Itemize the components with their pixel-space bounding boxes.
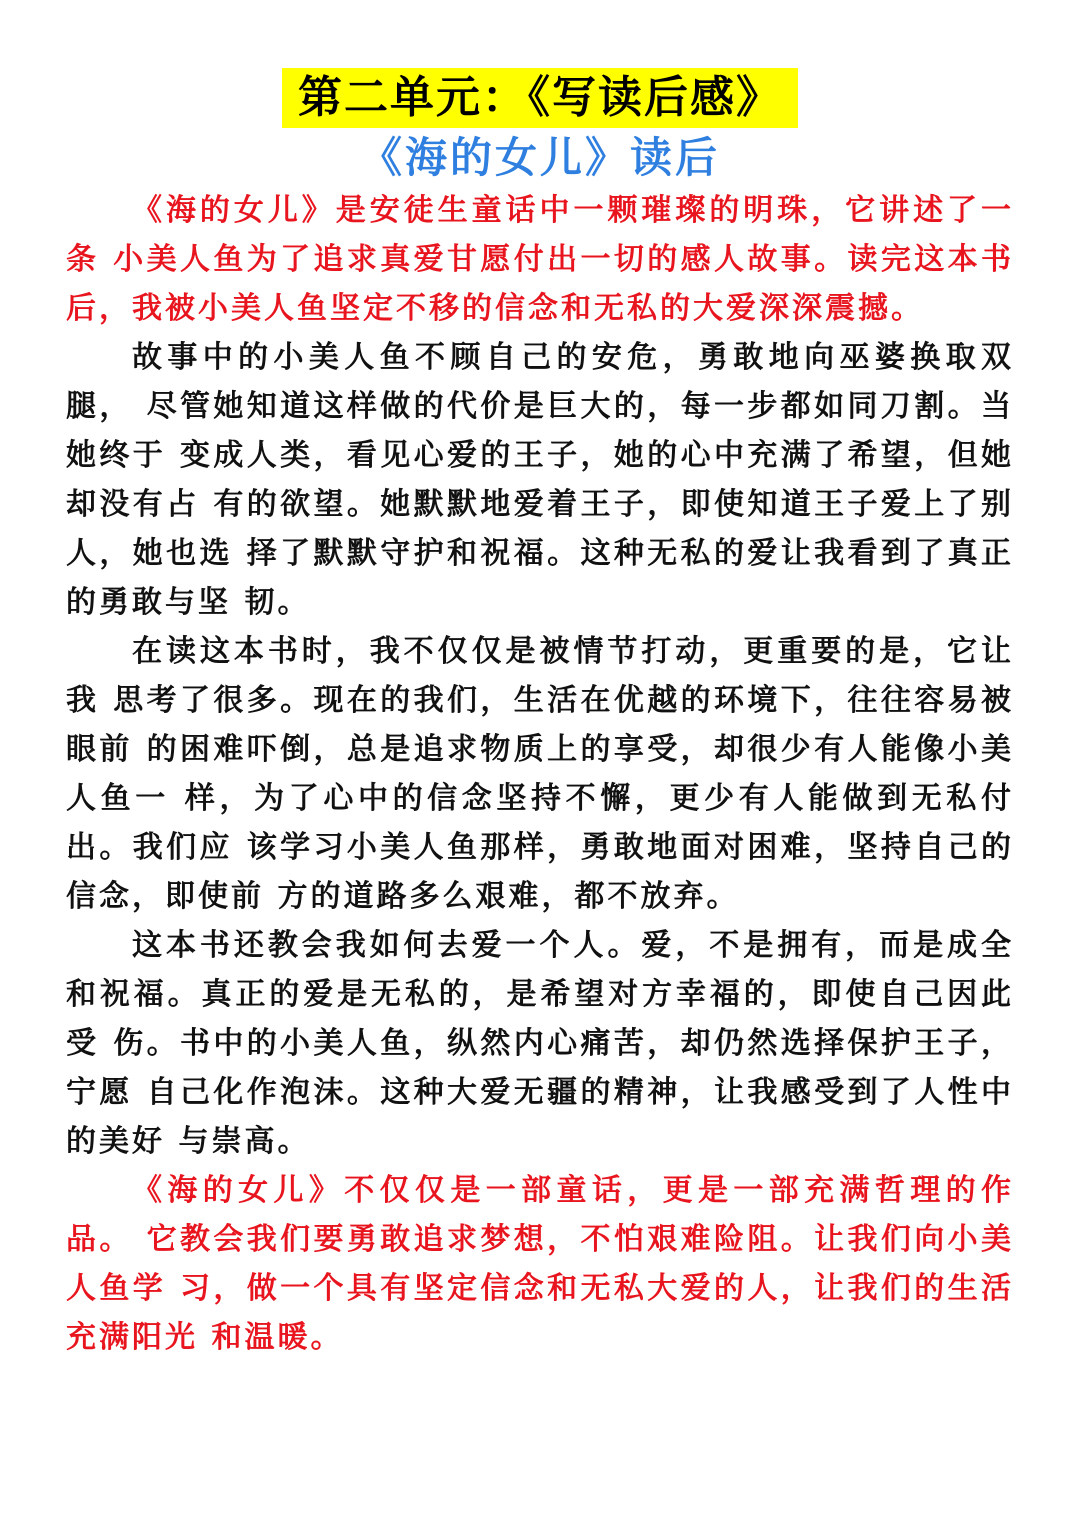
paragraph-reflection: 在读这本书时，我不仅仅是被情节打动，更重要的是，它让我 思考了很多。现在的我们，生活在优越的环境下，往往容易被眼前 的困难吓倒，总是追求物质上的享受，却很少有人能像小美人鱼一 样，为了心中的信念坚持不懈，更少有人能做到无私付出。我们应 该学习小美人鱼那样，勇敢地面对困难，坚持自己的信念，即使前 方的道路多么艰难，都不放弃。	[66, 634, 1014, 914]
unit-title: 第二单元：《写读后感》	[282, 68, 798, 128]
article-title: 《海的女儿》读后	[359, 133, 720, 182]
paragraph-love: 这本书还教会我如何去爱一个人。爱，不是拥有，而是成全和祝福。真正的爱是无私的，是希望对方幸福的，即使自己因此受 伤。书中的小美人鱼，纵然内心痛苦，却仍然选择保护王子，宁愿 自己化作泡沫。这种大爱无疆的精神，让我感受到了人性中的美好 与崇高。	[66, 928, 1014, 1159]
article-body	[66, 186, 1014, 1362]
paragraph-intro: 《海的女儿》是安徒生童话中一颗璀璨的明珠，它讲述了一条 小美人鱼为了追求真爱甘愿付出一切的感人故事。读完这本书后，我被小美人鱼坚定不移的信念和无私的大爱深深震撼。	[66, 193, 1014, 326]
paragraph-conclusion: 《海的女儿》不仅仅是一部童话，更是一部充满哲理的作品。 它教会我们要勇敢追求梦想，不怕艰难险阻。让我们向小美人鱼学 习，做一个具有坚定信念和无私大爱的人，让我们的生活充满阳光 和温暖。	[66, 1173, 1014, 1355]
paragraph-story: 故事中的小美人鱼不顾自己的安危，勇敢地向巫婆换取双腿， 尽管她知道这样做的代价是巨大的，每一步都如同刀割。当她终于 变成人类，看见心爱的王子，她的心中充满了希望，但她却没有占 有的欲望。她默默地爱着王子，即使知道王子爱上了别人，她也选 择了默默守护和祝福。这种无私的爱让我看到了真正的勇敢与坚 韧。	[66, 340, 1014, 620]
unit-title-banner	[0, 68, 1080, 128]
